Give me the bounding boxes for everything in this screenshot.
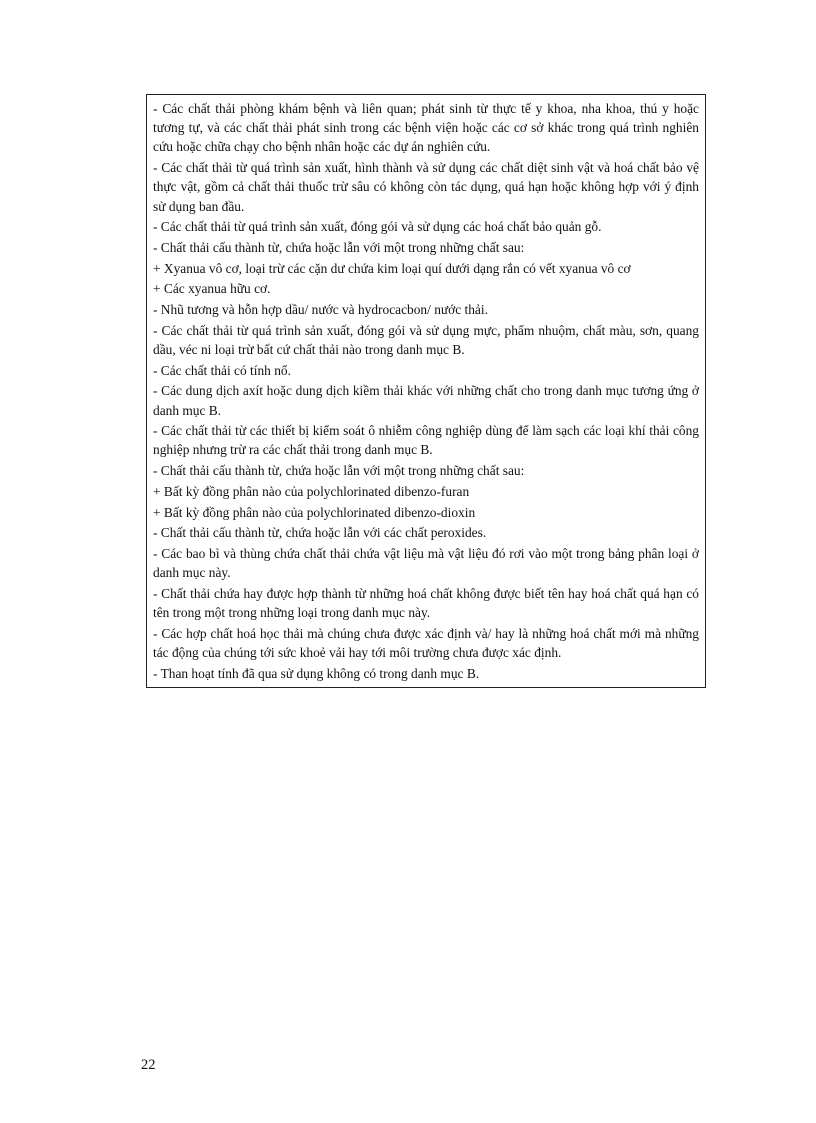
list-item: - Các chất thải phòng khám bệnh và liên quan; phát sinh từ thực tế y khoa, nha khoa, thú y hoặc tương tự, và các chất thải phát sinh trong các bệnh viện hoặc các cơ sở khác trong quá trình nghiên cứu hoặc chữa chạy cho bệnh nhân hoặc các dự án nghiên cứu. — [153, 101, 699, 155]
list-item: - Các chất thải từ quá trình sản xuất, hình thành và sử dụng các chất diệt sinh vật và hoá chất bảo vệ thực vật, gồm cả chất thải thuốc trừ sâu có không còn tác dụng, quá hạn hoặc không hợp với ý định sử dụng ban đầu. — [153, 160, 699, 214]
list-item: - Các hợp chất hoá học thải mà chúng chưa được xác định và/ hay là những hoá chất mới mà những tác động của chúng tới sức khoẻ vải hay tới môi trường chưa được xác định. — [153, 625, 699, 660]
waste-list-box — [146, 94, 706, 688]
list-item: + Bất kỳ đồng phân nào của polychlorinated dibenzo-furan — [153, 483, 470, 499]
page-number: 22 — [141, 1057, 156, 1073]
list-item: - Các chất thải từ các thiết bị kiểm soát ô nhiễm công nghiệp dùng để làm sạch các loại khí thải công nghiệp nhưng trừ ra các chất thải trong danh mục B. — [153, 423, 699, 458]
list-item: - Các chất thải từ quá trình sản xuất, đóng gói và sử dụng mực, phẩm nhuộm, chất màu, sơn, quang dầu, véc ni loại trừ bất cứ chất thải nào trong danh mục B. — [153, 322, 699, 357]
list-item: + Xyanua vô cơ, loại trừ các cặn dư chứa kim loại quí dưới dạng rắn có vết xyanua vô cơ — [153, 260, 631, 276]
list-item: - Các chất thải từ quá trình sản xuất, đóng gói và sử dụng các hoá chất bảo quản gỗ. — [153, 219, 602, 235]
list-item: - Than hoạt tính đã qua sử dụng không có trong danh mục B. — [153, 665, 480, 681]
list-item: + Các xyanua hữu cơ. — [153, 281, 271, 297]
list-item: - Chất thải cấu thành từ, chứa hoặc lẫn với một trong những chất sau: — [153, 463, 525, 479]
list-item: - Các dung dịch axít hoặc dung dịch kiềm thải khác với những chất cho trong danh mục tương ứng ở danh mục B. — [153, 383, 699, 418]
list-item: - Chất thải cấu thành từ, chứa hoặc lẫn với một trong những chất sau: — [153, 239, 525, 255]
list-item: - Chất thải chứa hay được hợp thành từ những hoá chất không được biết tên hay hoá chất quá hạn có tên trong một trong những loại trong danh mục này. — [153, 585, 699, 621]
list-item: - Các bao bì và thùng chứa chất thải chứa vật liệu mà vật liệu đó rơi vào một trong bảng phân loại ở danh mục này. — [153, 545, 699, 581]
list-item: - Nhũ tương và hỗn hợp dầu/ nước và hydrocacbon/ nước thải. — [153, 302, 488, 318]
list-item: + Bất kỳ đồng phân nào của polychlorinated dibenzo-dioxin — [153, 504, 476, 520]
list-item: - Các chất thải có tính nổ. — [153, 362, 291, 378]
list-item: - Chất thải cấu thành từ, chứa hoặc lẫn với các chất peroxides. — [153, 525, 487, 541]
